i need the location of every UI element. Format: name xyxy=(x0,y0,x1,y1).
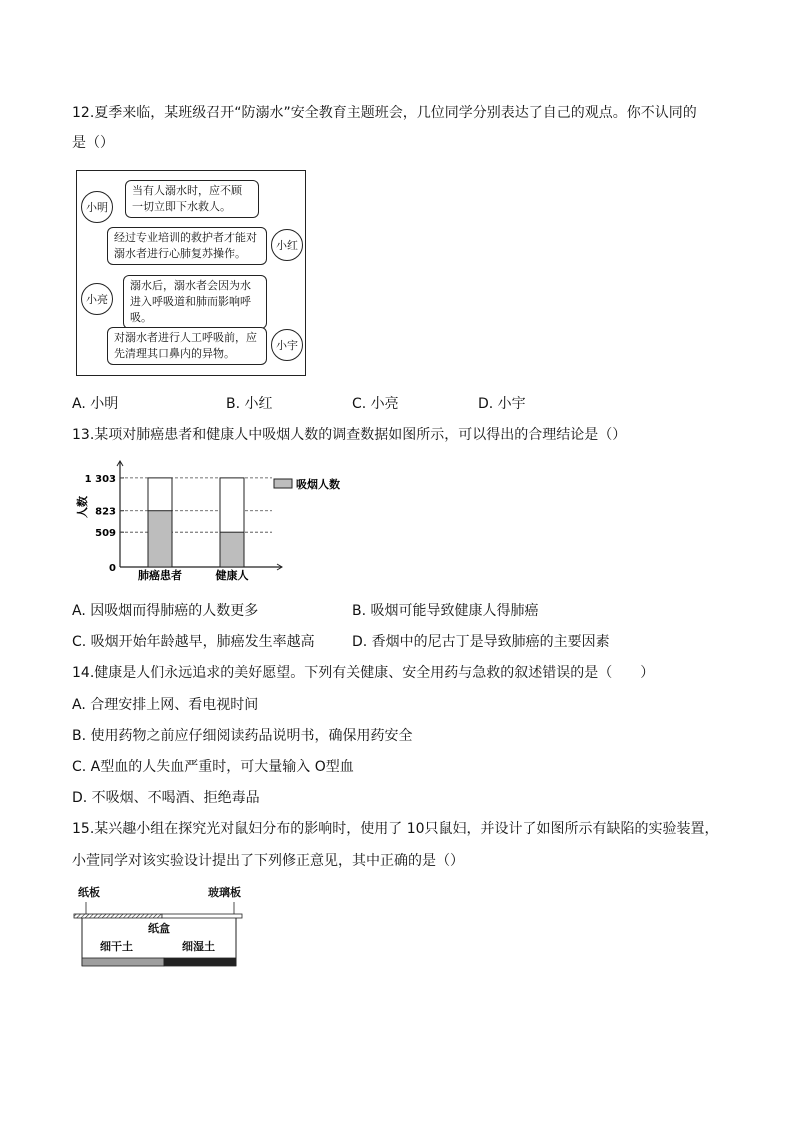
cardboard-plate xyxy=(74,914,162,918)
q12-option-c[interactable]: C. 小亮 xyxy=(352,396,399,412)
y-tick-label: 823 xyxy=(95,506,116,518)
speech-bubble-xiaoyu: 对溺水者进行人工呼吸前，应先清理其口鼻内的异物。 xyxy=(107,327,267,365)
y-tick-label: 0 xyxy=(109,563,116,574)
y-tick-label: 509 xyxy=(95,528,116,540)
q15-stem-line1: 15.某兴趣小组在探究光对鼠妇分布的影响时，使用了 10只鼠妇，并设计了如图所示有缺陷的实验装置， xyxy=(72,821,719,837)
q12-figure xyxy=(76,170,306,376)
y-axis-label: 人数 xyxy=(76,496,89,518)
q12-option-d[interactable]: D. 小宇 xyxy=(478,396,526,412)
q15-stem-line2: 小萱同学对该实验设计提出了下列修正意见，其中正确的是（） xyxy=(72,853,464,869)
legend-label: 吸烟人数 xyxy=(296,478,340,491)
q13-option-a[interactable]: A. 因吸烟而得肺癌的人数更多 xyxy=(72,603,259,619)
q14-option-a[interactable]: A. 合理安排上网、看电视时间 xyxy=(72,697,259,713)
speech-bubble-xiaoming: 当有人溺水时，应不顾一切立即下水救人。 xyxy=(125,180,259,218)
q15-apparatus-figure xyxy=(72,884,252,974)
label-cardboard: 纸板 xyxy=(78,886,100,899)
label-glass: 玻璃板 xyxy=(208,886,241,899)
bar-smokers xyxy=(220,532,244,567)
speech-bubble-xiaohong: 经过专业培训的救护者才能对溺水者进行心肺复苏操作。 xyxy=(107,227,267,265)
student-circle-xiaohong: 小红 xyxy=(271,229,303,261)
wet-soil xyxy=(164,958,236,966)
q14-option-c[interactable]: C. A型血的人失血严重时，可大量输入 O型血 xyxy=(72,759,354,775)
q13-bar-chart xyxy=(72,455,362,585)
label-paper-box: 纸盒 xyxy=(148,922,170,935)
speech-bubble-xiaoliang: 溺水后，溺水者会因为水进入呼吸道和肺而影响呼吸。 xyxy=(123,275,267,329)
glass-plate xyxy=(162,914,242,918)
q13-option-b[interactable]: B. 吸烟可能导致健康人得肺癌 xyxy=(352,603,539,619)
q14-option-b[interactable]: B. 使用药物之前应仔细阅读药品说明书，确保用药安全 xyxy=(72,728,413,744)
q14-stem: 14.健康是人们永远追求的美好愿望。下列有关健康、安全用药与急救的叙述错误的是（ ） xyxy=(72,665,655,681)
q13-stem: 13.某项对肺癌患者和健康人中吸烟人数的调查数据如图所示，可以得出的合理结论是（） xyxy=(72,427,627,443)
q13-option-d[interactable]: D. 香烟中的尼古丁是导致肺癌的主要因素 xyxy=(352,634,610,650)
label-wet-soil: 细湿土 xyxy=(182,940,215,953)
q14-option-d[interactable]: D. 不吸烟、不喝酒、拒绝毒品 xyxy=(72,790,260,806)
x-category-label: 健康人 xyxy=(215,569,249,582)
q12-option-a[interactable]: A. 小明 xyxy=(72,396,119,412)
label-dry-soil: 细干土 xyxy=(100,940,133,953)
dry-soil xyxy=(82,958,164,966)
bar-smokers xyxy=(148,511,172,567)
q12-stem-line2: 是（） xyxy=(72,135,114,151)
student-circle-xiaoyu: 小宇 xyxy=(271,329,303,361)
q12-option-b[interactable]: B. 小红 xyxy=(226,396,273,412)
y-tick-label: 1 303 xyxy=(84,473,116,485)
student-circle-xiaoming: 小明 xyxy=(81,191,113,223)
q13-option-c[interactable]: C. 吸烟开始年龄越早，肺癌发生率越高 xyxy=(72,634,315,650)
legend-swatch xyxy=(274,479,292,488)
student-circle-xiaoliang: 小亮 xyxy=(81,283,113,315)
x-category-label: 肺癌患者 xyxy=(138,569,182,582)
q12-stem-line1: 12.夏季来临，某班级召开“防溺水”安全教育主题班会，几位同学分别表达了自己的观点。你不认同的 xyxy=(72,105,697,121)
